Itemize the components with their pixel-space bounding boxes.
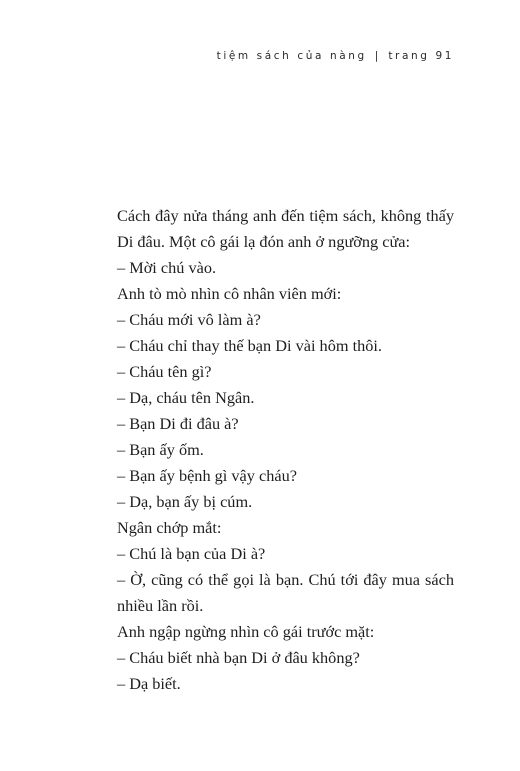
- paragraph: – Bạn ấy ốm.: [117, 440, 204, 459]
- paragraph: – Ờ, cũng có thể gọi là bạn. Chú tới đây mua sách nhiều lần rồi.: [117, 570, 454, 615]
- page-number: trang 91: [388, 50, 454, 62]
- paragraph: Cách đây nửa tháng anh đến tiệm sách, không thấy Di đâu. Một cô gái lạ đón anh ở ngưỡng cửa:: [117, 206, 454, 251]
- paragraph: Anh tò mò nhìn cô nhân viên mới:: [117, 284, 342, 303]
- paragraph: – Cháu biết nhà bạn Di ở đâu không?: [117, 648, 360, 667]
- paragraph: – Dạ, cháu tên Ngân.: [117, 388, 255, 407]
- paragraph: – Mời chú vào.: [117, 258, 217, 277]
- header-separator: |: [374, 50, 379, 62]
- paragraph: – Cháu tên gì?: [117, 362, 212, 381]
- paragraph: Anh ngập ngừng nhìn cô gái trước mặt:: [117, 622, 375, 641]
- paragraph: – Cháu chỉ thay thế bạn Di vài hôm thôi.: [117, 336, 382, 355]
- paragraph: – Chú là bạn của Di à?: [117, 544, 266, 563]
- page-body: [117, 203, 454, 697]
- paragraph: – Dạ, bạn ấy bị cúm.: [117, 492, 253, 511]
- paragraph: Ngân chớp mắt:: [117, 518, 222, 537]
- paragraph: – Bạn Di đi đâu à?: [117, 414, 239, 433]
- book-title: tiệm sách của nàng: [216, 50, 367, 62]
- paragraph: – Dạ biết.: [117, 674, 181, 693]
- paragraph: – Cháu mới vô làm à?: [117, 310, 261, 329]
- paragraph: – Bạn ấy bệnh gì vậy cháu?: [117, 466, 297, 485]
- running-header: [217, 50, 454, 62]
